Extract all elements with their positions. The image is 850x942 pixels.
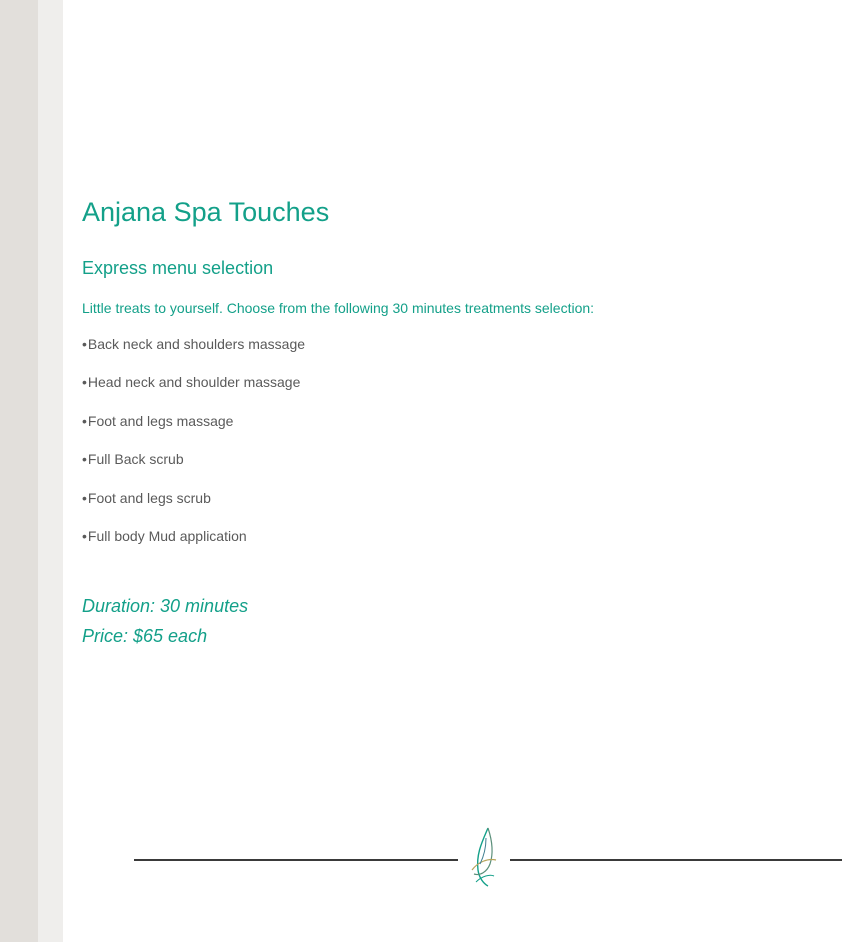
page-title: Anjana Spa Touches (82, 197, 330, 227)
list-item-label: Foot and legs scrub (87, 489, 211, 506)
sidebar-stripe-dark (0, 0, 38, 942)
footer-divider-left (134, 859, 458, 861)
list-item-label: Head neck and shoulder massage (87, 374, 301, 391)
intro-text: Little treats to yourself. Choose from the following 30 minutes treatments selection: (82, 300, 595, 316)
bullet-icon: • (82, 489, 87, 506)
list-item-label: Full body Mud application (87, 527, 247, 544)
section-subtitle: Express menu selection (82, 258, 274, 278)
list-item-label: Foot and legs massage (87, 412, 234, 429)
list-item (82, 374, 305, 412)
bullet-icon: • (82, 374, 87, 391)
price-text: Price: $65 each (82, 626, 208, 646)
list-item (82, 336, 305, 374)
duration-text: Duration: 30 minutes (82, 596, 249, 616)
bullet-icon: • (82, 451, 87, 468)
bullet-icon: • (82, 336, 87, 352)
footer-divider-right (510, 859, 842, 861)
list-item-label: Full Back scrub (87, 451, 184, 468)
bullet-icon: • (82, 527, 87, 544)
bullet-icon: • (82, 412, 87, 429)
sidebar-stripe-light (38, 0, 63, 942)
treatment-list (82, 336, 305, 566)
list-item-label: Back neck and shoulders massage (87, 336, 306, 352)
list-item (82, 451, 305, 489)
leaf-logo-icon (466, 824, 502, 890)
list-item (82, 490, 305, 528)
list-item (82, 413, 305, 451)
list-item (82, 528, 305, 566)
